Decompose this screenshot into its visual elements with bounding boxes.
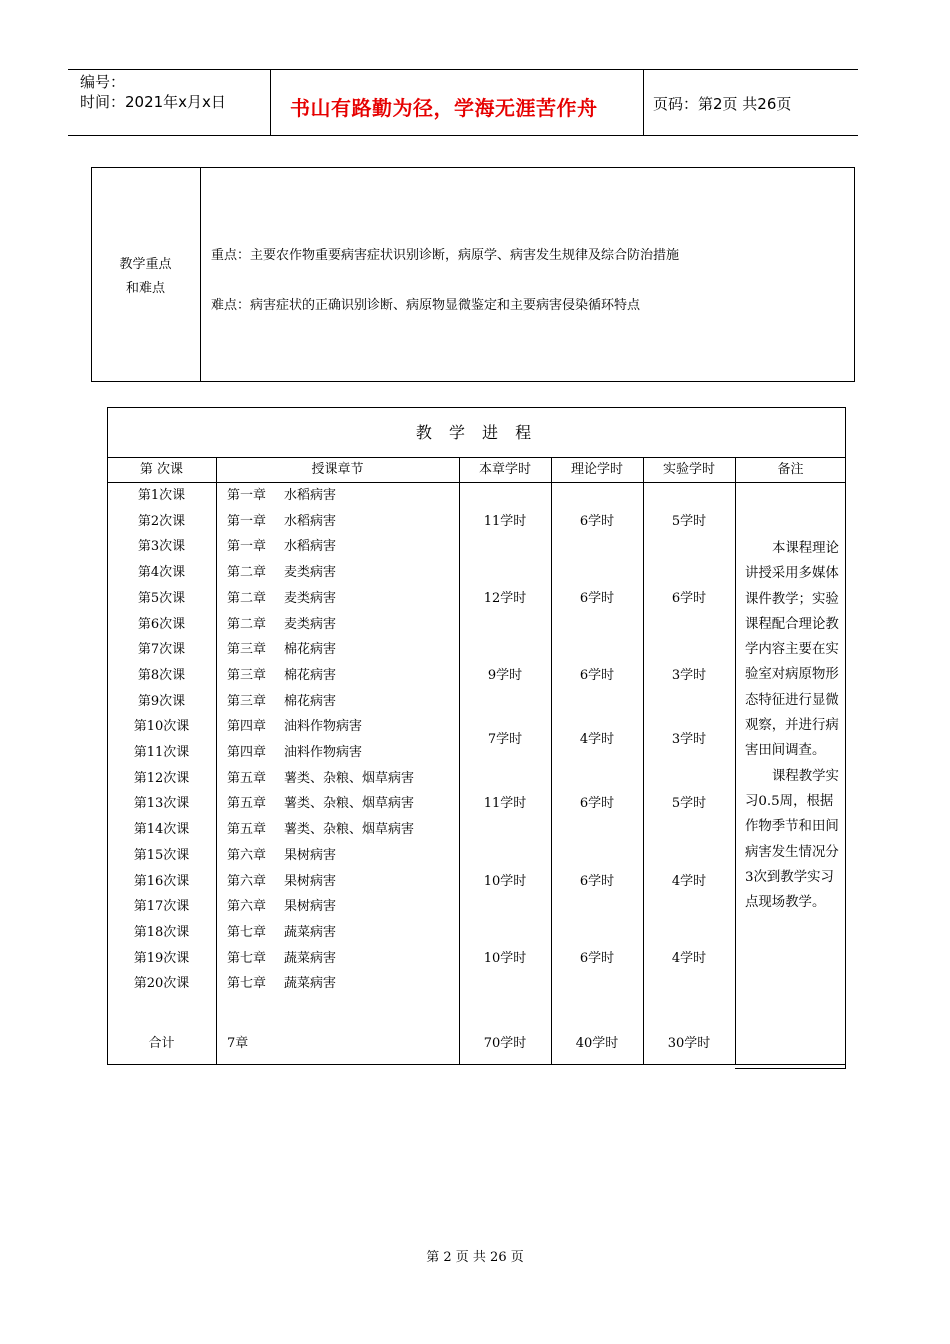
lesson-number: 第12次课 [133, 771, 190, 786]
lesson-chapter: 第二章 [227, 617, 267, 632]
lab-hours: 6学时 [671, 591, 707, 606]
remark-column-bottom-edge [735, 1068, 846, 1069]
page-label: 页码：第2页 共26页 [653, 95, 792, 113]
lesson-number: 第14次课 [133, 822, 190, 837]
remarks-paragraph-2: 课程教学实习0.5周，根据作物季节和田间病害发生情况分3次到教学实习点现场教学。 [745, 768, 839, 911]
remarks-paragraph-1: 本课程理论讲授采用多媒体课件教学；实验课程配合理论教学内容主要在实验室对病原物形态特征进行显微观察，并进行病害田间调查。 [745, 541, 839, 759]
lesson-number: 第10次课 [133, 719, 190, 734]
lesson-topic: 油料作物病害 [284, 719, 363, 734]
lesson-number: 第2次课 [137, 514, 186, 529]
lab-hours: 4学时 [671, 874, 707, 889]
lesson-number: 第15次课 [133, 848, 190, 863]
lesson-topic: 薯类、杂粮、烟草病害 [284, 822, 415, 837]
col-header-theory-hours: 理论学时 [570, 462, 623, 477]
key-points-focus: 重点：主要农作物重要病害症状识别诊断，病原学、病害发生规律及综合防治措施 [211, 248, 680, 263]
lesson-number: 第5次课 [137, 591, 186, 606]
theory-hours: 6学时 [579, 514, 615, 529]
chapter-hours: 9学时 [487, 668, 523, 683]
chapter-hours: 7学时 [487, 732, 523, 747]
col-header-remarks: 备注 [777, 462, 804, 477]
theory-hours: 6学时 [579, 796, 615, 811]
lesson-chapter: 第四章 [227, 719, 267, 734]
col-divider [459, 457, 460, 1065]
lesson-number: 第1次课 [137, 488, 186, 503]
lesson-topic: 水稻病害 [284, 488, 337, 503]
header-divider [643, 69, 644, 136]
lesson-topic: 棉花病害 [284, 642, 337, 657]
col-header-lab-hours: 实验学时 [662, 462, 715, 477]
lab-hours: 3学时 [671, 668, 707, 683]
motto: 书山有路勤为径，学海无涯苦作舟 [290, 96, 598, 120]
col-header-chapter-hours: 本章学时 [478, 462, 531, 477]
theory-hours: 6学时 [579, 951, 615, 966]
lesson-number: 第13次课 [133, 796, 190, 811]
lesson-topic: 薯类、杂粮、烟草病害 [284, 771, 415, 786]
lesson-chapter: 第五章 [227, 771, 267, 786]
key-points-difficulty: 难点：病害症状的正确识别诊断、病原物显微鉴定和主要病害侵染循环特点 [211, 298, 641, 313]
schedule-title: 教 学 进 程 [415, 423, 538, 442]
lesson-chapter: 第七章 [227, 976, 267, 991]
lesson-chapter: 第六章 [227, 874, 267, 889]
page-footer: 第 2 页 共 26 页 [426, 1250, 524, 1265]
lesson-number: 第8次课 [137, 668, 186, 683]
lab-hours: 3学时 [671, 732, 707, 747]
remarks [745, 536, 841, 915]
lesson-chapter: 第一章 [227, 488, 267, 503]
chapter-hours: 12学时 [483, 591, 527, 606]
lesson-number: 第19次课 [133, 951, 190, 966]
total-lab-hours: 30学时 [667, 1036, 711, 1051]
lesson-topic: 蔬菜病害 [284, 951, 337, 966]
lesson-topic: 麦类病害 [284, 617, 337, 632]
lesson-chapter: 第六章 [227, 899, 267, 914]
theory-hours: 4学时 [579, 732, 615, 747]
col-divider [643, 457, 644, 1065]
lab-hours: 5学时 [671, 796, 707, 811]
lesson-number: 第18次课 [133, 925, 190, 940]
lesson-number: 第16次课 [133, 874, 190, 889]
lesson-chapter: 第三章 [227, 668, 267, 683]
theory-hours: 6学时 [579, 668, 615, 683]
lab-hours: 5学时 [671, 514, 707, 529]
header-top-rule [68, 69, 858, 70]
remark-column-right-edge [845, 482, 846, 1069]
chapter-hours: 11学时 [483, 514, 527, 529]
total-chapter-hours: 70学时 [483, 1036, 527, 1051]
total-label: 合计 [148, 1036, 175, 1051]
lesson-topic: 麦类病害 [284, 591, 337, 606]
lesson-number: 第17次课 [133, 899, 190, 914]
col-divider [551, 457, 552, 1065]
lesson-chapter: 第五章 [227, 822, 267, 837]
time-label: 时间：2021年x月x日 [80, 93, 226, 111]
serial-label: 编号： [80, 73, 126, 91]
lesson-topic: 棉花病害 [284, 668, 337, 683]
lesson-chapter: 第二章 [227, 591, 267, 606]
key-points-table [91, 167, 855, 382]
key-points-label-line2: 和难点 [125, 281, 165, 296]
lesson-number: 第7次课 [137, 642, 186, 657]
lesson-chapter: 第五章 [227, 796, 267, 811]
lesson-number: 第9次课 [137, 694, 186, 709]
lesson-chapter: 第二章 [227, 565, 267, 580]
lesson-topic: 果树病害 [284, 874, 337, 889]
key-points-divider [200, 167, 201, 382]
lesson-topic: 水稻病害 [284, 514, 337, 529]
total-theory-hours: 40学时 [575, 1036, 619, 1051]
key-points-label-line1: 教学重点 [119, 257, 172, 272]
lesson-topic: 水稻病害 [284, 539, 337, 554]
lesson-topic: 棉花病害 [284, 694, 337, 709]
lab-hours: 4学时 [671, 951, 707, 966]
lesson-topic: 薯类、杂粮、烟草病害 [284, 796, 415, 811]
lesson-number: 第20次课 [133, 976, 190, 991]
lesson-topic: 蔬菜病害 [284, 976, 337, 991]
lesson-number: 第3次课 [137, 539, 186, 554]
col-header-lesson: 第 次课 [139, 462, 184, 477]
col-header-chapter: 授课章节 [311, 462, 364, 477]
theory-hours: 6学时 [579, 874, 615, 889]
lesson-chapter: 第四章 [227, 745, 267, 760]
lesson-topic: 果树病害 [284, 848, 337, 863]
total-chapters: 7章 [227, 1036, 249, 1051]
chapter-hours: 11学时 [483, 796, 527, 811]
col-divider [735, 457, 736, 1065]
chapter-hours: 10学时 [483, 951, 527, 966]
lesson-topic: 蔬菜病害 [284, 925, 337, 940]
lesson-chapter: 第三章 [227, 694, 267, 709]
lesson-topic: 油料作物病害 [284, 745, 363, 760]
lesson-chapter: 第一章 [227, 514, 267, 529]
theory-hours: 6学时 [579, 591, 615, 606]
chapter-hours: 10学时 [483, 874, 527, 889]
lesson-chapter: 第七章 [227, 925, 267, 940]
lesson-number: 第6次课 [137, 617, 186, 632]
lesson-chapter: 第七章 [227, 951, 267, 966]
col-divider [216, 457, 217, 1065]
header-divider [270, 69, 271, 136]
lesson-chapter: 第一章 [227, 539, 267, 554]
lesson-chapter: 第六章 [227, 848, 267, 863]
lesson-topic: 麦类病害 [284, 565, 337, 580]
lesson-number: 第4次课 [137, 565, 186, 580]
lesson-topic: 果树病害 [284, 899, 337, 914]
header-bottom-rule [68, 135, 858, 136]
lesson-chapter: 第三章 [227, 642, 267, 657]
lesson-number: 第11次课 [133, 745, 190, 760]
